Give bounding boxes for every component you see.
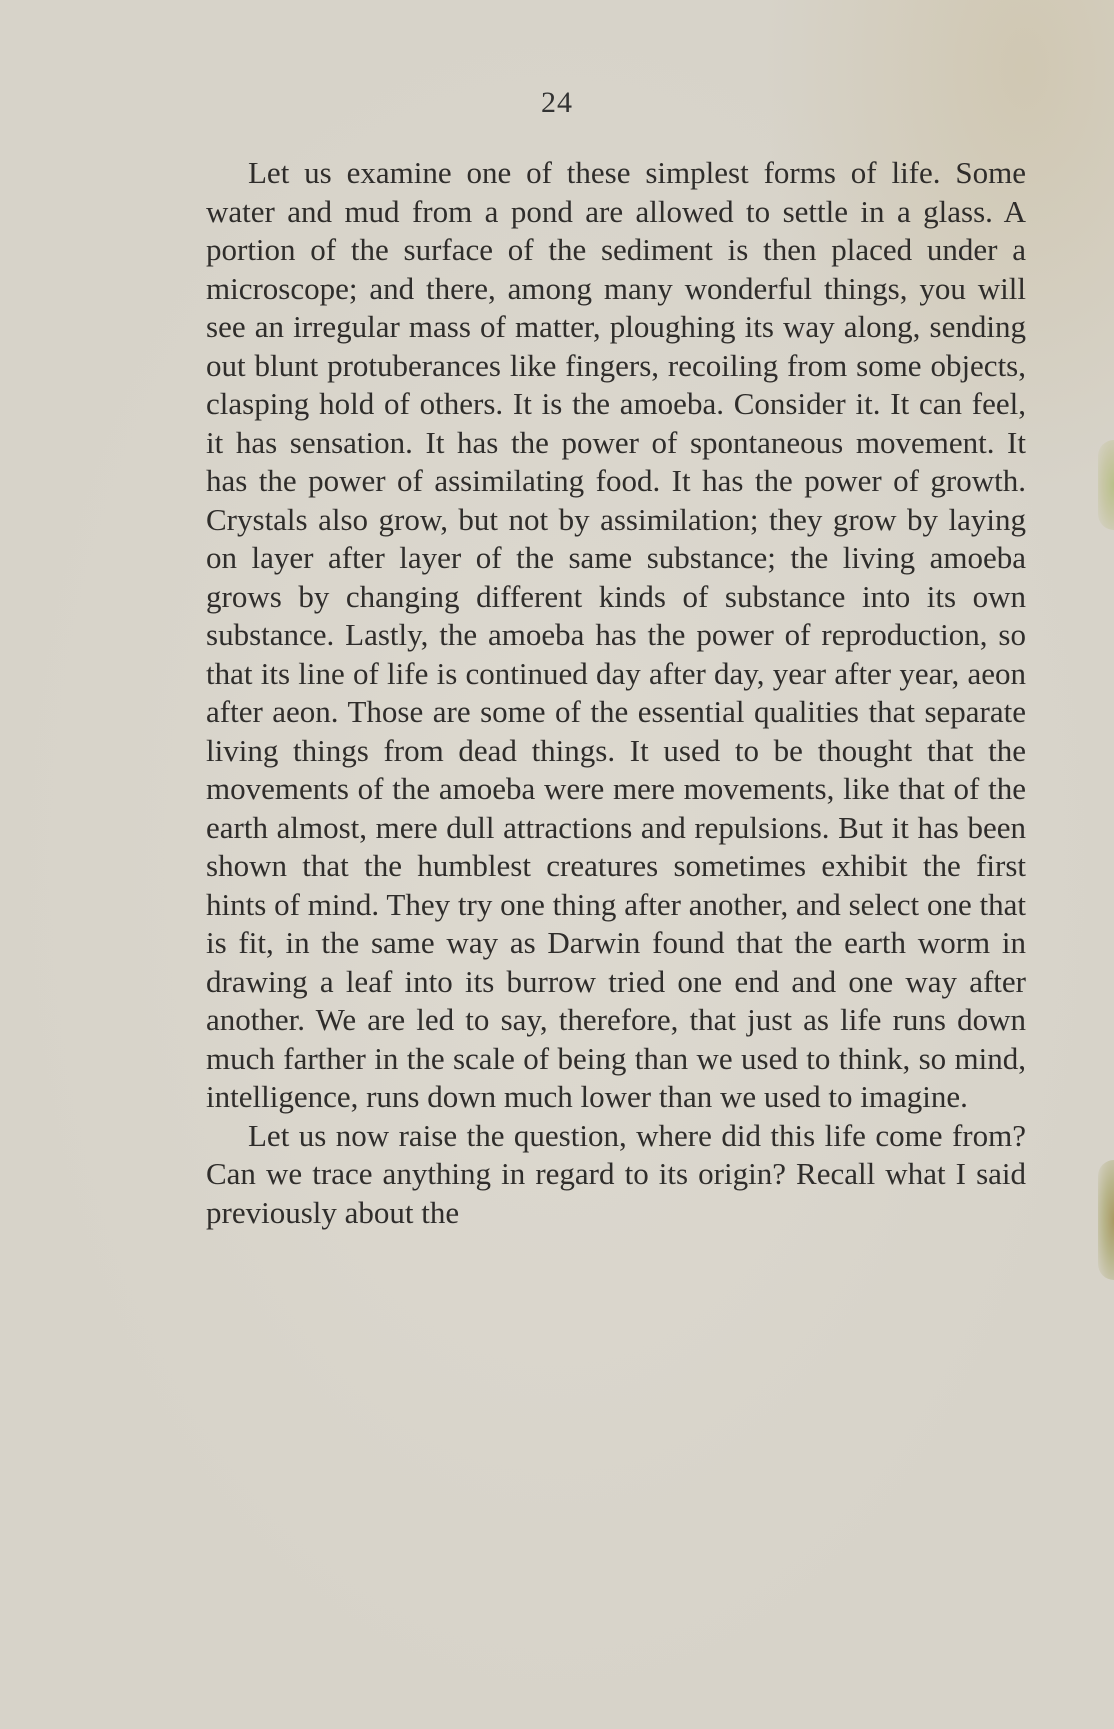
paragraph-amoeba: Let us examine one of these simplest forms of life. Some water and mud from a pond are allowed to settle in a glass. A portion of the surface of the sediment is then placed under a microscope; and there, among many wonderful things, you will see an irregular mass of matter, ploughing its way along, sending out blunt protuberances like fingers, recoiling from some objects, clasping hold of others. It is the amoeba. Consider it. It can feel, it has sensation. It has the power of spontaneous movement. It has the power of assimilating food. It has the power of growth. Crystals also grow, but not by assimilation; they grow by laying on layer after layer of the same substance; the living amoeba grows by changing different kinds of substance into its own substance. Lastly, the amoeba has the power of reproduction, so that its line of life is continued day after day, year after year, aeon after aeon. Those are some of the essential qualities that separate living things from dead things. It used to be thought that the movements of the amoeba were mere movements, like that of the earth almost, mere dull attractions and repulsions. But it has been shown that the humblest creatures sometimes exhibit the first hints of mind. They try one thing after another, and select one that is fit, in the same way as Darwin found that the earth worm in drawing a leaf into its burrow tried one end and one way after another. We are led to say, therefore, that just as life runs down much farther in the scale of being than we used to think, so mind, intelligence, runs down much lower than we used to imagine. bbox=[206, 155, 1026, 1114]
page-edge-stain-upper bbox=[1098, 440, 1114, 530]
body-text bbox=[206, 154, 1026, 1232]
page-number: 24 bbox=[541, 86, 573, 119]
page-edge-stain-lower bbox=[1098, 1160, 1114, 1280]
paragraph-origin-of-life: Let us now raise the question, where did this life come from? Can we trace anything in regard to its origin? Recall what I said previously about the bbox=[206, 1117, 1026, 1230]
